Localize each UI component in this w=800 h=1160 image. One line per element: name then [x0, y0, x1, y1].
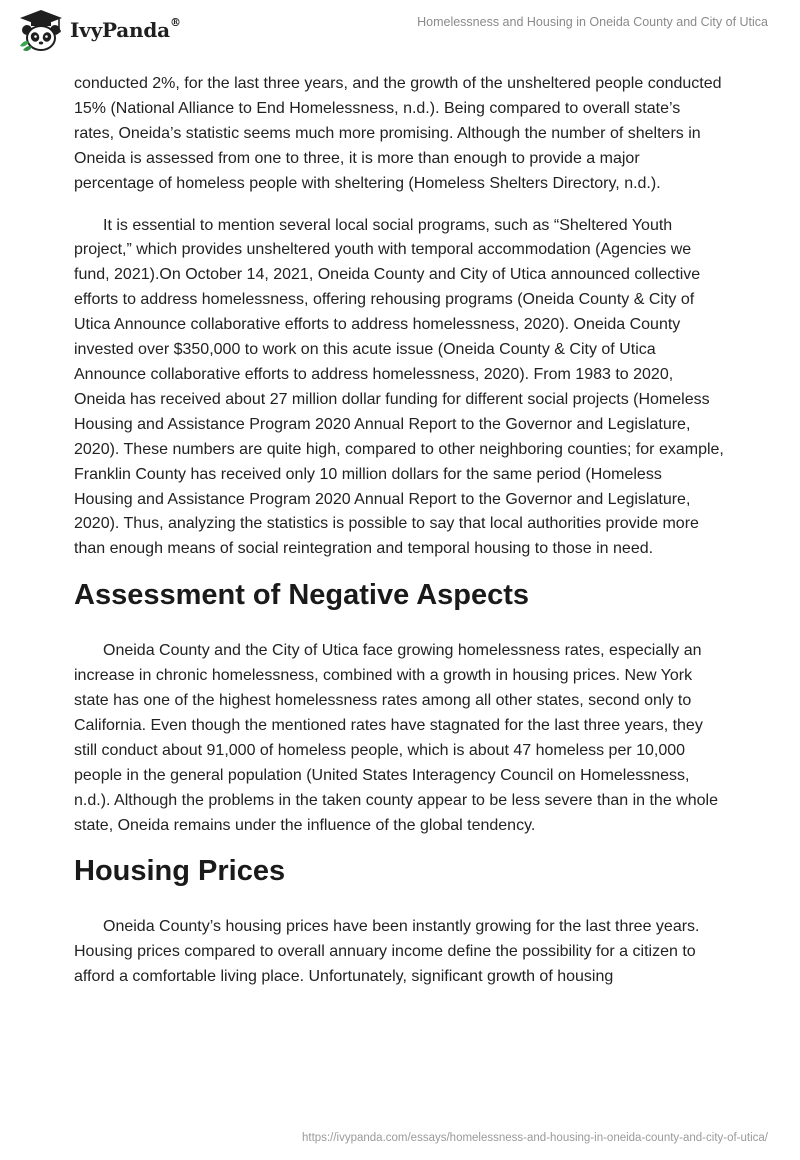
page-header: [0, 0, 800, 60]
document-header-title: Homelessness and Housing in Oneida County and City of Utica: [417, 15, 768, 29]
paragraph-negative-aspects: Oneida County and the City of Utica face growing homelessness rates, especially an increase in chronic homelessness, combined with a growth in housing prices. New York state has one of the highest homelessness rates among all other states, second only to California. Even though the mentioned rates have stagnated for the last three years, they still conduct about 91,000 of homeless people, which is about 47 homeless per 10,000 people in the general population (United States Interagency Council on Homelessness, n.d.). Although the problems in the taken county appear to be less severe than in the whole state, Oneida remains under the influence of the global tendency.: [74, 642, 718, 834]
panda-graduate-icon: [16, 8, 66, 52]
paragraph-housing-prices: Oneida County’s housing prices have been instantly growing for the last three years. Housing prices compared to overall annuary income define the possibility for a citizen to afford a comfortable living place. Unfortunately, significant growth of housing: [74, 918, 700, 986]
essay-body: [74, 72, 724, 990]
logo-wordmark: IvyPanda®: [70, 16, 181, 42]
paragraph-shelter-statistics: conducted 2%, for the last three years, and the growth of the unsheltered people conducted 15% (National Alliance to End Homelessness, n.d.). Being compared to overall state’s rates, Oneida’s statistic seems much more promising. Although the number of shelters in Oneida is assessed from one to three, it is more than enough to provide a major percentage of homeless people with sheltering (Homeless Shelters Directory, n.d.).: [74, 75, 722, 192]
heading-negative-aspects: Assessment of Negative Aspects: [74, 579, 530, 612]
heading-housing-prices: Housing Prices: [74, 855, 286, 888]
ivypanda-logo[interactable]: [16, 8, 181, 52]
paragraph-social-programs: It is essential to mention several local social programs, such as “Sheltered Youth project,” which provides unsheltered youth with temporal accommodation (Agencies we fund, 2021).On October 14, 2021, Oneida County and City of Utica announced collective efforts to address homelessness, offering rehousing programs (Oneida County & City of Utica Announce collaborative efforts to address homelessness, 2020). Oneida County invested over $350,000 to work on this acute issue (Oneida County & City of Utica Announce collaborative efforts to address homelessness, 2020). From 1983 to 2020, Oneida has received about 27 million dollar funding for different social projects (Homeless Housing and Assistance Program 2020 Annual Report to the Governor and Legislature, 2020). These numbers are quite high, compared to other neighboring counties; for example, Franklin County has received only 10 million dollars for the same period (Homeless Housing and Assistance Program 2020 Annual Report to the Governor and Legislature, 2020). Thus, analyzing the statistics is possible to say that local authorities provide more than enough means of social reintegration and temporal housing to those in need.: [74, 216, 724, 558]
source-url[interactable]: https://ivypanda.com/essays/homelessness-and-housing-in-oneida-county-and-city-of-utica/: [302, 1132, 768, 1144]
